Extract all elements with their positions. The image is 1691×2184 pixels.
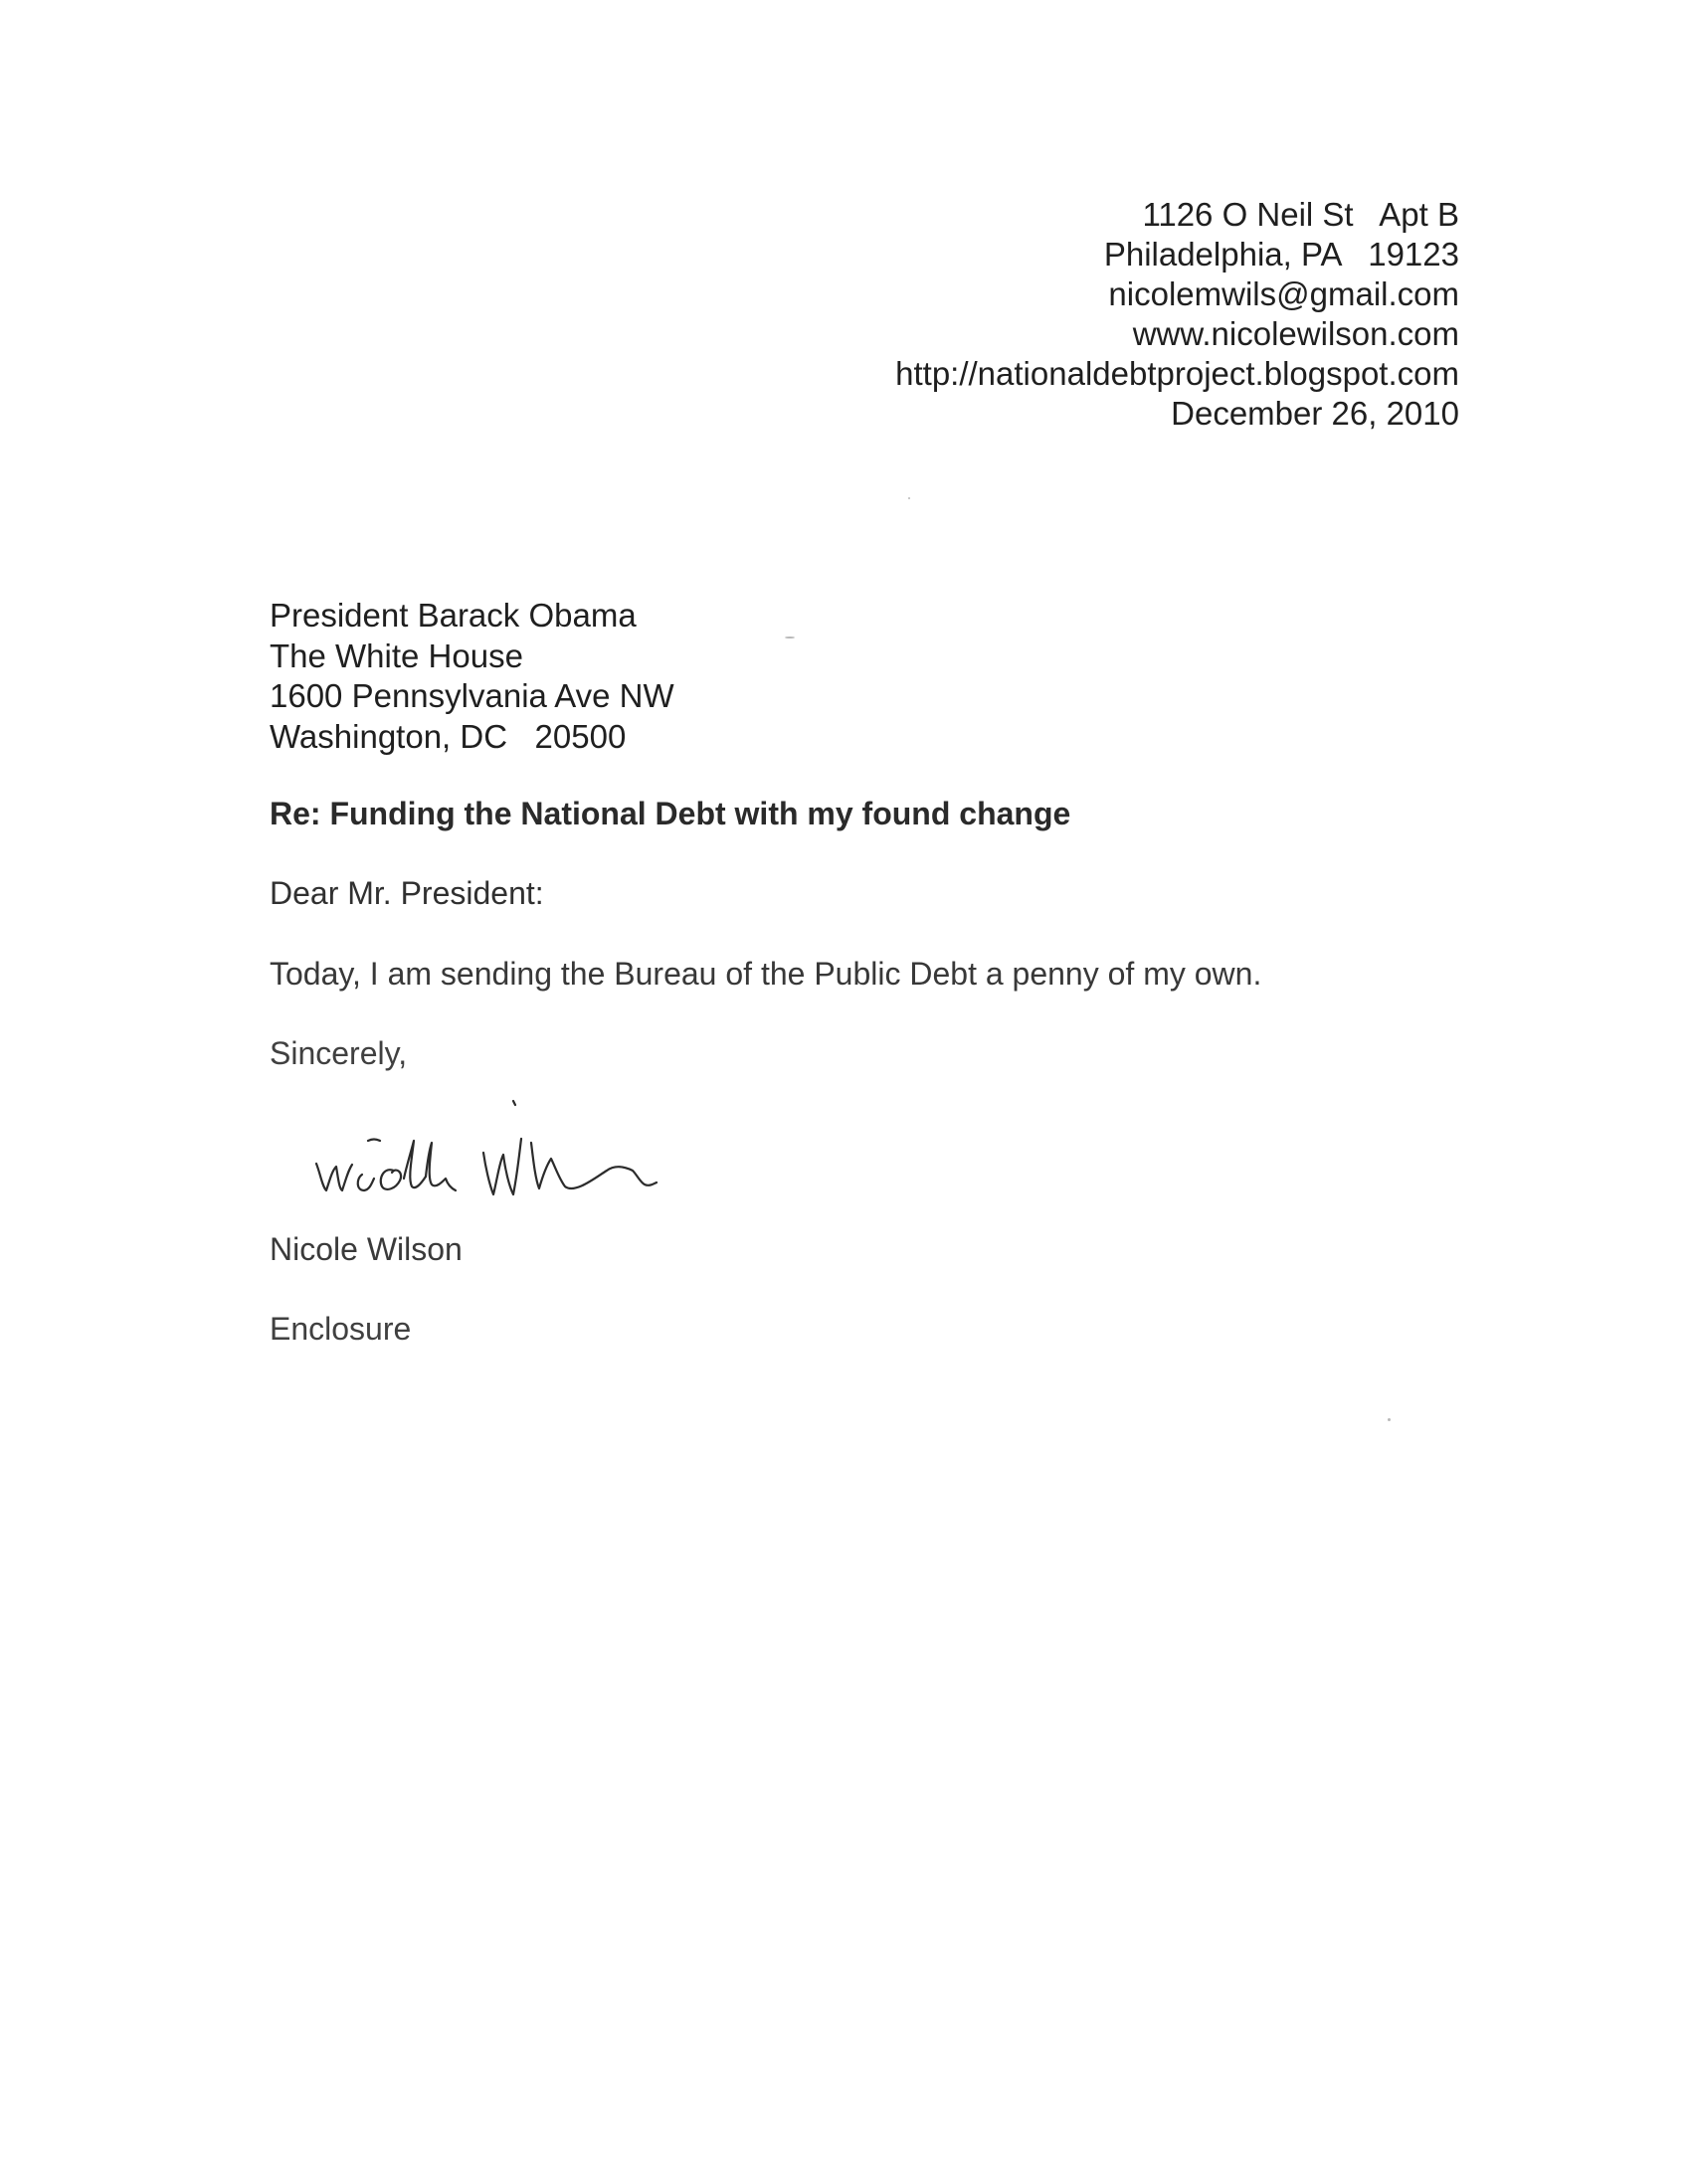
- signer-name: Nicole Wilson: [270, 1231, 463, 1267]
- closing: Sincerely,: [270, 1035, 408, 1071]
- letter-body: Today, I am sending the Bureau of the Public Debt a penny of my own.: [270, 956, 1262, 992]
- letter-date: December 26, 2010: [1171, 395, 1459, 432]
- sender-blog-url: http://nationaldebtproject.blogspot.com: [895, 355, 1459, 392]
- handwritten-signature: [308, 1079, 846, 1223]
- scan-speck: [785, 637, 795, 638]
- salutation: Dear Mr. President:: [270, 875, 544, 911]
- recipient-name: President Barack Obama: [270, 597, 637, 634]
- recipient-city-state-zip: Washington, DC 20500: [270, 717, 627, 755]
- subject-line: Re: Funding the National Debt with my found change: [270, 796, 1071, 831]
- sender-city-state-zip: Philadelphia, PA 19123: [1103, 236, 1459, 273]
- recipient-organization: The White House: [270, 637, 523, 674]
- scan-speck: [1388, 1418, 1391, 1421]
- sender-website: www.nicolewilson.com: [1132, 315, 1459, 352]
- sender-email: nicolemwils@gmail.com: [1108, 275, 1459, 312]
- recipient-address-block: [270, 596, 674, 757]
- scan-speck: [908, 497, 910, 499]
- sender-street: 1126 O Neil St Apt B: [1142, 196, 1459, 233]
- recipient-street: 1600 Pennsylvania Ave NW: [270, 677, 674, 714]
- enclosure-note: Enclosure: [270, 1311, 412, 1347]
- sender-address-block: [895, 195, 1459, 434]
